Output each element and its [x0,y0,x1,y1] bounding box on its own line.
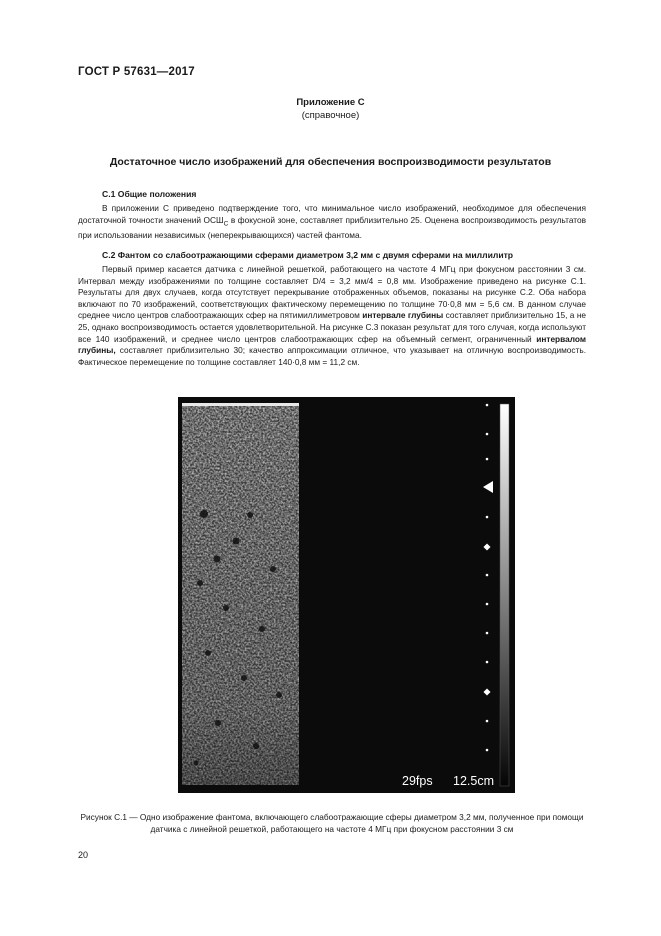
depth-label: 12.5cm [453,774,494,788]
section-c2-text-a: Первый пример касается датчика с линейной решеткой, работающего на частоте 4 МГц при фокусном расстоянии 3 см. Интервал между изображениями по толщине составляет D/4 = 3,2 мм/4 = 0,8 мм. Изображение приведено на рисунке С.1. Результаты для двух случаев, когда отсутствует перекрывание отображенных объемов, показаны на рисунке С.2. Оба набора включают по 70 изображений, соответствующих фактическому перемещению по толщине 70·0,8 мм = 5,6 см. В данном случае среднее число центров слабоотражающих сфер на пятимиллиметровом [78,264,586,321]
page-title: Достаточное число изображений для обеспечения воспроизводимости результатов [109,156,552,168]
page-number: 20 [78,850,89,860]
probe-surface-line [182,403,299,406]
annex-subtitle: (справочное) [301,110,360,121]
depth-attenuation [182,405,299,785]
ultrasound-image [178,397,515,793]
bold-term-depth-interval-2: интервалом глубины, [78,333,586,356]
section-heading-c1: С.1 Общие положения [102,189,197,199]
frame-rate-label: 29fps [402,774,433,788]
section-heading-c2: С.2 Фантом со слабоотражающими сферами диаметром 3,2 мм с двумя сферами на миллилитр [102,250,514,260]
figure-caption: Рисунок С.1 — Одно изображение фантома, включающего слабоотражающие сферы диаметром 3,2 мм, полученное при помощи датчика с линейной решеткой, работающего на частоте 4 МГц при фокусном расстоянии 3 см [80,812,584,834]
bold-term-depth-interval: интервале глубины [362,310,444,321]
snr-subscript: С [223,220,229,228]
ultrasound-figure [178,397,515,793]
annex-title: Приложение С [296,97,365,108]
section-c1-text-b: в фокусной зоне, составляет приблизительно 25. Оценена воспроизводимость результатов при использовании независимых (неперекрывающихся) частей фантома. [78,214,586,240]
section-c2-text-c: составляет приблизительно 30; качество аппроксимации отличное, что указывает на отличную воспроизводимость. Фактическое перемещение по толщине составляет 140·0,8 мм = 11,2 см. [78,345,586,367]
grayscale-bar [500,404,509,786]
section-c2-text-b: составляет приблизительно 15, а не 25, однако воспроизводимость остается удовлетворительной. На рисунке С.3 показан результат для того случая, когда используют все 140 изображений, и среднее число центров слабоотражающих сфер на объемный сегмент, ограниченный [78,310,587,344]
document-code: ГОСТ Р 57631—2017 [78,66,195,78]
section-c1-text-a: В приложении С приведено подтверждение того, что минимальное число изображений, необходимое для обеспечения достаточной точности значений ОСШ [78,203,586,225]
section-c2-paragraph [78,264,586,368]
section-c1-paragraph [78,203,586,241]
